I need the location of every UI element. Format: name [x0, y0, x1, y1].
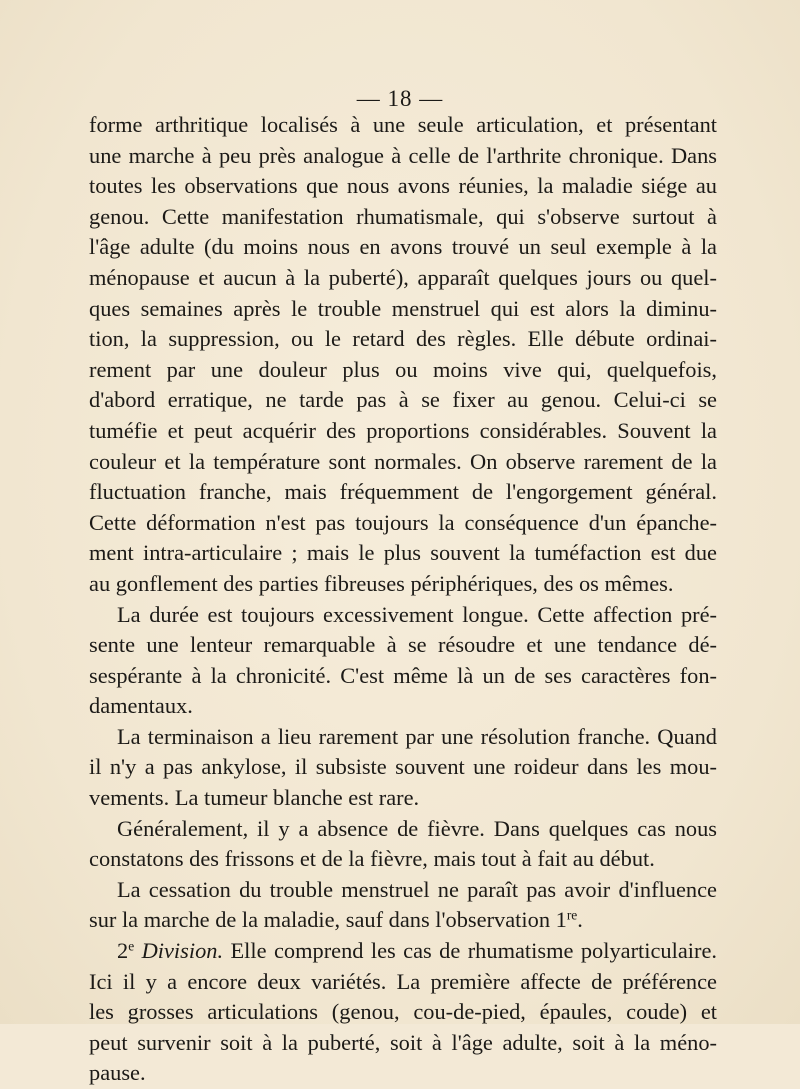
- text-line: [89, 936, 717, 967]
- text-line: rement par une douleur plus ou moins vive qui, quelquefois,: [89, 356, 717, 382]
- division-number: 2: [117, 938, 129, 964]
- text-line: tuméfie et peut acquérir des proportions considérables. Souvent la: [89, 417, 717, 443]
- text-line: une marche à peu près analogue à celle de l'arthrite chronique. Dans: [89, 142, 717, 168]
- division-label: Division.: [141, 938, 224, 964]
- text-line: forme arthritique localisés à une seule articulation, et présentant: [89, 112, 717, 137]
- text-line: genou. Cette manifestation rhumatismale, qui s'observe surtout à: [89, 203, 717, 229]
- text-line: au gonflement des parties fibreuses périphériques, des os mêmes.: [89, 570, 674, 596]
- text-line: constatons des frissons et de la fièvre, mais tout à fait au début.: [89, 846, 655, 872]
- text-line: [89, 905, 717, 936]
- text-line: l'âge adulte (du moins nous en avons trouvé un seul exemple à la: [89, 234, 717, 260]
- paragraph-6: [89, 936, 717, 1089]
- text-line: peut survenir soit à la puberté, soit à l'âge adulte, soit à la méno-: [89, 1029, 717, 1055]
- paragraph-3: [89, 722, 717, 814]
- text-line: Généralement, il y a absence de fièvre. Dans quelques cas nous: [117, 815, 717, 841]
- text-line: Cette déformation n'est pas toujours la conséquence d'un épanche-: [89, 509, 717, 535]
- text-line: sespérante à la chronicité. C'est même là un de ses caractères fon-: [89, 662, 717, 688]
- text-line: couleur et la température sont normales. On observe rarement de la: [89, 448, 717, 474]
- paragraph-1: [89, 110, 717, 600]
- text-line: ques semaines après le trouble menstruel qui est alors la diminu-: [89, 295, 717, 321]
- text-line: tion, la suppression, ou le retard des règles. Elle débute ordinai-: [89, 326, 717, 352]
- text-line: fluctuation franche, mais fréquemment de l'engorgement général.: [89, 479, 717, 505]
- punctuation: .: [577, 907, 583, 933]
- text-line: vements. La tumeur blanche est rare.: [89, 785, 420, 811]
- paragraph-4: [89, 814, 717, 875]
- text-line-content: sur la marche de la maladie, sauf dans l'observation 1: [89, 907, 567, 933]
- page-text: [89, 110, 717, 1089]
- text-line: pause.: [89, 1060, 146, 1086]
- text-line: sente une lenteur remarquable à se résoudre et une tendance dé-: [89, 632, 717, 658]
- text-line: La terminaison a lieu rarement par une résolution franche. Quand: [117, 723, 717, 749]
- text-line-content: Elle comprend les cas de rhumatisme polyarticulaire.: [230, 938, 717, 964]
- text-line: La durée est toujours excessivement longue. Cette affection pré-: [117, 601, 717, 627]
- text-line: il n'y a pas ankylose, il subsiste souvent une roideur dans les mou-: [89, 754, 717, 780]
- text-line: toutes les observations que nous avons réunies, la maladie siége au: [89, 173, 717, 199]
- text-line: d'abord erratique, ne tarde pas à se fixer au genou. Celui-ci se: [89, 387, 717, 413]
- superscript: e: [128, 938, 135, 954]
- superscript: re: [566, 908, 578, 924]
- page-number: — 18 —: [356, 86, 444, 111]
- text-line: ment intra-articulaire ; mais le plus souvent la tuméfaction est due: [89, 540, 717, 566]
- paragraph-5: [89, 875, 717, 936]
- text-line: damentaux.: [89, 693, 193, 719]
- text-line: La cessation du trouble menstruel ne paraît pas avoir d'influence: [117, 876, 717, 902]
- text-line: ménopause et aucun à la puberté), apparaît quelques jours ou quel-: [89, 264, 717, 290]
- paragraph-2: [89, 600, 717, 722]
- text-line: les grosses articulations (genou, cou-de-pied, épaules, coude) et: [89, 999, 717, 1025]
- text-line: Ici il y a encore deux variétés. La première affecte de préférence: [89, 968, 717, 994]
